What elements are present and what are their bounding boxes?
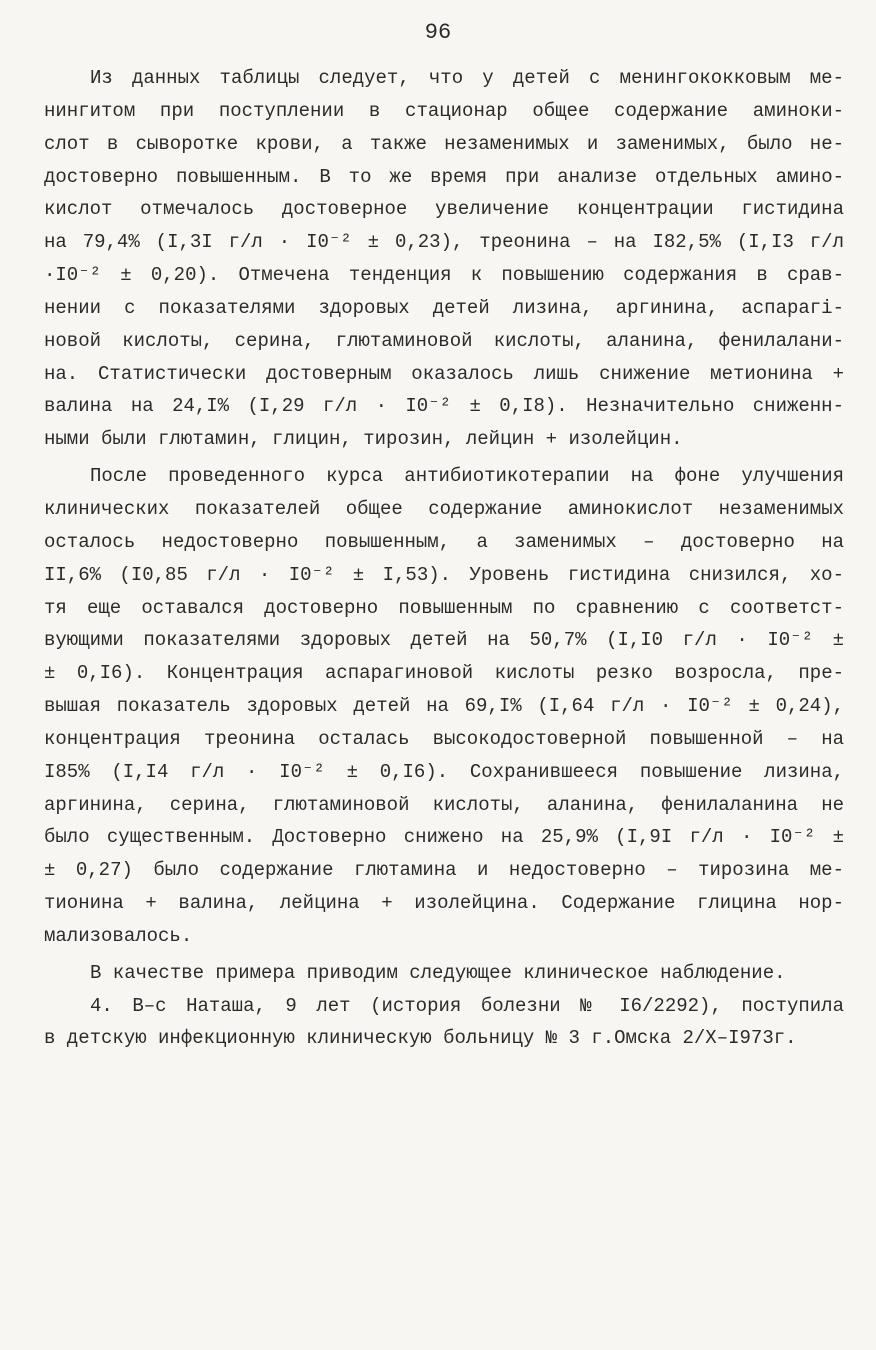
text-line: слот в сыворотке крови, а также незаменимых и заменимых, было не- <box>44 132 844 155</box>
text-line: концентрация треонина осталась высокодостоверной повышенной – на <box>44 727 844 750</box>
text-line: мализовалось. <box>44 924 193 947</box>
text-line: нингитом при поступлении в стационар общее содержание аминоки- <box>44 99 844 122</box>
text-line: кислот отмечалось достоверное увеличение концентрации гистидина <box>44 198 844 221</box>
text-line: После проведенного курса антибиотикотерапии на фоне улучшения <box>90 465 844 488</box>
text-line: в детскую инфекционную клиническую больницу № 3 г.Омска 2/X–I973г. <box>44 1027 797 1050</box>
text-line: Из данных таблицы следует, что у детей с менингококковым ме- <box>90 67 844 89</box>
text-line: ·I0⁻² ± 0,20). Отмечена тенденция к повышению содержания в срав- <box>44 264 844 287</box>
text-line: осталось недостоверно повышенным, а заменимых – достоверно на <box>44 530 844 553</box>
text-line: аргинина, серина, глютаминовой кислоты, аланина, фенилаланина не <box>44 793 844 816</box>
text-line: на. Статистически достоверным оказалось лишь снижение метионина + <box>44 362 844 385</box>
text-line: В качестве примера приводим следующее клиническое наблюдение. <box>90 961 786 984</box>
text-line: вующими показателями здоровых детей на 50,7% (I,I0 г/л · I0⁻² ± <box>44 629 844 652</box>
text-line: вышая показатель здоровых детей на 69,I% (I,64 г/л · I0⁻² ± 0,24), <box>44 695 844 718</box>
page-number: 96 <box>424 20 452 45</box>
text-line: ± 0,27) было содержание глютамина и недостоверно – тирозина ме- <box>44 859 844 882</box>
text-line: нении с показателями здоровых детей лизина, аргинина, аспарагі- <box>44 296 844 319</box>
body-text <box>44 62 844 1055</box>
text-line: 4. В–с Наташа, 9 лет (история болезни № I6/2292), поступила <box>90 994 844 1017</box>
text-line: ± 0,I6). Концентрация аспарагиновой кислоты резко возросла, пре- <box>44 662 844 685</box>
text-line: тя еще оставался достоверно повышенным по сравнению с соответст- <box>44 596 844 619</box>
text-line: клинических показателей общее содержание аминокислот незаменимых <box>44 497 844 520</box>
text-line: II,6% (I0,85 г/л · I0⁻² ± I,53). Уровень гистидина снизился, хо- <box>44 563 844 586</box>
text-line: тионина + валина, лейцина + изолейцина. Содержание глицина нор- <box>44 892 844 915</box>
text-line: было существенным. Достоверно снижено на 25,9% (I,9I г/л · I0⁻² ± <box>44 826 844 849</box>
text-line: достоверно повышенным. В то же время при анализе отдельных амино- <box>44 165 844 188</box>
text-line: валина на 24,I% (I,29 г/л · I0⁻² ± 0,I8). Незначительно сниженн- <box>44 395 844 418</box>
text-line: I85% (I,I4 г/л · I0⁻² ± 0,I6). Сохранившееся повышение лизина, <box>44 760 844 783</box>
text-line: на 79,4% (I,3I г/л · I0⁻² ± 0,23), треонина – на I82,5% (I,I3 г/л <box>44 231 844 254</box>
text-line: ными были глютамин, глицин, тирозин, лейцин + изолейцин. <box>44 428 683 451</box>
text-line: новой кислоты, серина, глютаминовой кислоты, аланина, фенилалани- <box>44 329 844 352</box>
